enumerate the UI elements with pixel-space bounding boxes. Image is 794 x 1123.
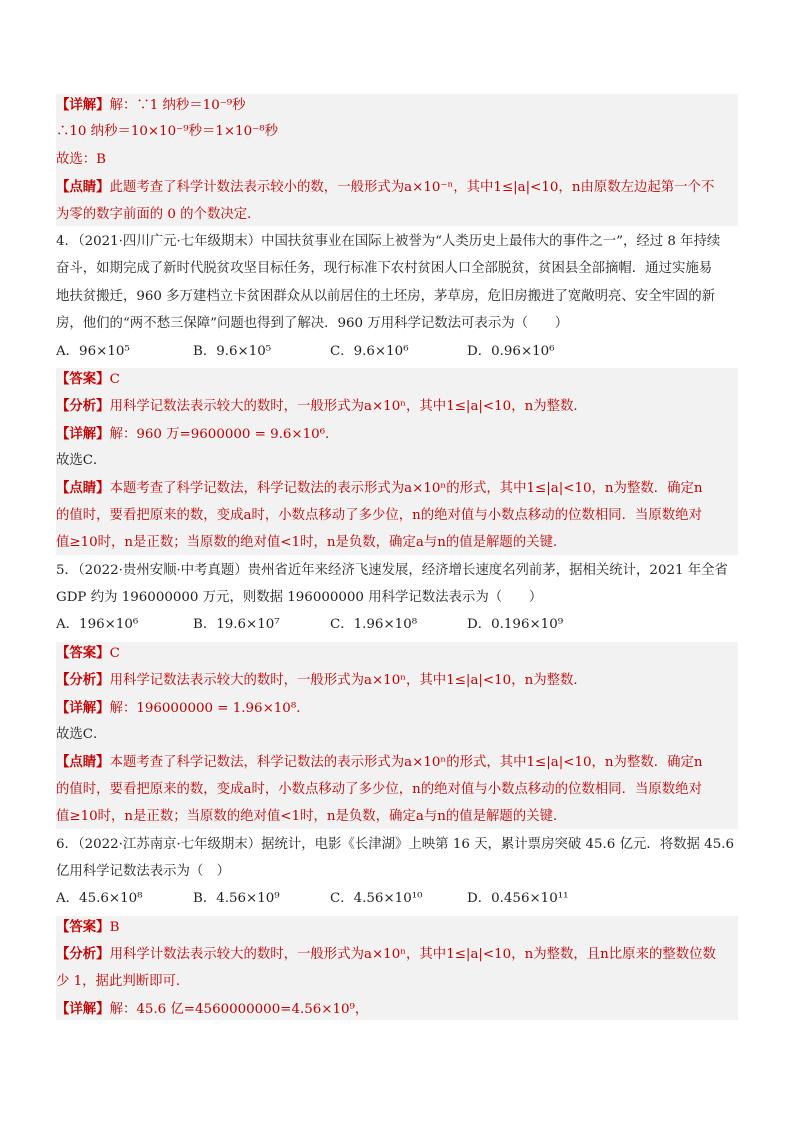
option-a: A．45.6×10⁸ (56, 891, 143, 907)
comment-line (56, 532, 738, 554)
detail-tag: 【详解】 (56, 97, 110, 113)
question-text: 6．（2022·江苏南京·七年级期末）据统计，电影《长津湖》上映第 16 天，累计票房突破 45.6 亿元．将数据 45.6 (56, 836, 734, 852)
detail-line (56, 121, 738, 143)
choose-text: 故选C． (56, 453, 107, 469)
question-text: 亿用科学记数法表示为（ ） (56, 863, 231, 879)
question-6-options (56, 888, 738, 910)
option-b: B．9.6×10⁵ (193, 343, 272, 359)
question-5-options (56, 614, 738, 636)
answer-line (56, 368, 738, 390)
option-d: D．0.456×10¹¹ (467, 891, 569, 907)
choose-line (56, 450, 738, 472)
question-text: 奋斗，如期完成了新时代脱贫攻坚目标任务，现行标准下农村贫困人口全部脱贫，贫困县全部摘帽．通过实施易 (56, 261, 713, 277)
answer-value: B (109, 919, 120, 935)
comment-tag: 【点睛】 (56, 480, 110, 497)
question-text: 4．（2021·四川广元·七年级期末）中国扶贫事业在国际上被誉为“人类历史上最伟大的事件之一”，经过 8 年持续 (56, 233, 721, 249)
answer-line (56, 642, 738, 664)
choose-line (56, 724, 738, 746)
analysis-tag: 【分析】 (56, 946, 110, 963)
detail-text: 解：960 万=9600000 = 9.6×10⁶． (109, 426, 339, 442)
detail-text: ∴10 纳秒＝10×10⁻⁹秒＝1×10⁻⁸秒 (56, 124, 278, 140)
worksheet-page (56, 94, 738, 1020)
comment-text: 值≥10时，n是正数；当原数的绝对值<1时，n是负数，确定a与n的值是解题的关键． (56, 535, 567, 551)
analysis-tag: 【分析】 (56, 672, 110, 689)
comment-tag: 【点睛】 (56, 754, 110, 771)
detail-line (56, 697, 738, 719)
analysis-text: 用科学记数法表示较大的数时，一般形式为a×10ⁿ，其中1≤|a|<10，n为整数． (109, 399, 587, 415)
comment-line (56, 806, 738, 828)
option-b: B．4.56×10⁹ (193, 891, 280, 907)
analysis-line (56, 943, 738, 965)
option-c: C．4.56×10¹⁰ (330, 891, 423, 907)
option-d: D．0.196×10⁹ (467, 617, 564, 633)
option-b: B．19.6×10⁷ (193, 617, 280, 633)
question-6-stem (56, 861, 738, 883)
answer-tag: 【答案】 (56, 918, 110, 935)
detail-tag: 【详解】 (56, 425, 110, 442)
question-5-stem (56, 587, 738, 609)
comment-line (56, 505, 738, 527)
answer-value: C (109, 645, 120, 661)
question-text: 房，他们的“两不愁三保障”问题也得到了解决．960 万用科学记数法可表示为（ ） (56, 316, 569, 332)
question-5-stem (56, 560, 738, 582)
comment-text: 此题考查了科学计数法表示较小的数，一般形式为a×10⁻ⁿ，其中1≤|a|<10，n由原数左边起第一个不 (109, 180, 715, 196)
comment-line (56, 204, 738, 226)
comment-tag: 【点睛】 (56, 179, 110, 196)
detail-tag: 【详解】 (56, 699, 110, 716)
question-4-stem (56, 286, 738, 308)
analysis-line (56, 971, 738, 993)
comment-text: 本题考查了科学记数法，科学记数法的表示形式为a×10ⁿ的形式，其中1≤|a|<10，n为整数．确定n (109, 481, 703, 497)
comment-line (56, 176, 738, 198)
detail-text: 解：196000000 = 1.96×10⁸． (109, 700, 310, 716)
analysis-text: 用科学计数法表示较大的数时，一般形式为a×10ⁿ，其中1≤|a|<10，n为整数，且n比原来的整数位数 (109, 947, 716, 963)
option-c: C．1.96×10⁸ (330, 617, 418, 633)
analysis-text: 少 1，据此判断即可． (56, 973, 190, 989)
option-c: C．9.6×10⁶ (330, 343, 409, 359)
choose-line (56, 149, 738, 171)
comment-text: 本题考查了科学记数法，科学记数法的表示形式为a×10ⁿ的形式，其中1≤|a|<10，n为整数．确定n (109, 755, 703, 771)
comment-text: 的值时，要看把原来的数，变成a时，小数点移动了多少位，n的绝对值与小数点移动的位数相同．当原数绝对 (56, 507, 702, 523)
question-6-stem (56, 834, 738, 856)
option-d: D．0.96×10⁶ (467, 343, 555, 359)
answer-tag: 【答案】 (56, 370, 110, 387)
choose-text: 故选：B (56, 151, 107, 167)
analysis-line (56, 669, 738, 691)
analysis-text: 用科学记数法表示较大的数时，一般形式为a×10ⁿ，其中1≤|a|<10，n为整数． (109, 673, 587, 689)
question-text: 地扶贫搬迁，960 多万建档立卡贫困群众从以前居住的土坯房，茅草房，危旧房搬进了宽敞明亮、安全牢固的新 (56, 288, 716, 304)
detail-tag: 【详解】 (56, 1000, 110, 1017)
comment-line (56, 779, 738, 801)
question-4-stem (56, 258, 738, 280)
detail-line (56, 423, 738, 445)
comment-text: 的值时，要看把原来的数，变成a时，小数点移动了多少位，n的绝对值与小数点移动的位数相同．当原数绝对 (56, 781, 702, 797)
answer-value: C (109, 371, 120, 387)
question-4-options (56, 341, 738, 363)
detail-text: 解：∵1 纳秒＝10⁻⁹秒 (109, 98, 246, 113)
question-4-stem (56, 313, 738, 335)
comment-text: 值≥10时，n是正数；当原数的绝对值<1时，n是负数，确定a与n的值是解题的关键． (56, 809, 567, 825)
question-text: 5．（2022·贵州安顺·中考真题）贵州省近年来经济飞速发展，经济增长速度名列前茅，据相关统计，2021 年全省 (56, 562, 728, 578)
answer-tag: 【答案】 (56, 644, 110, 661)
detail-line (56, 94, 738, 116)
option-a: A．96×10⁵ (56, 343, 130, 359)
analysis-tag: 【分析】 (56, 398, 110, 415)
analysis-line (56, 395, 738, 417)
comment-line (56, 477, 738, 499)
detail-text: 解：45.6 亿=4560000000=4.56×10⁹， (109, 1001, 369, 1017)
answer-line (56, 916, 738, 938)
question-text: GDP 约为 196000000 万元，则数据 196000000 用科学记数法表示为（ ） (56, 590, 543, 606)
detail-line (56, 998, 738, 1020)
option-a: A．196×10⁶ (56, 617, 139, 633)
question-4-stem (56, 231, 738, 253)
choose-text: 故选C． (56, 726, 107, 742)
comment-text: 为零的数字前面的 0 的个数决定． (56, 206, 261, 222)
comment-line (56, 751, 738, 773)
